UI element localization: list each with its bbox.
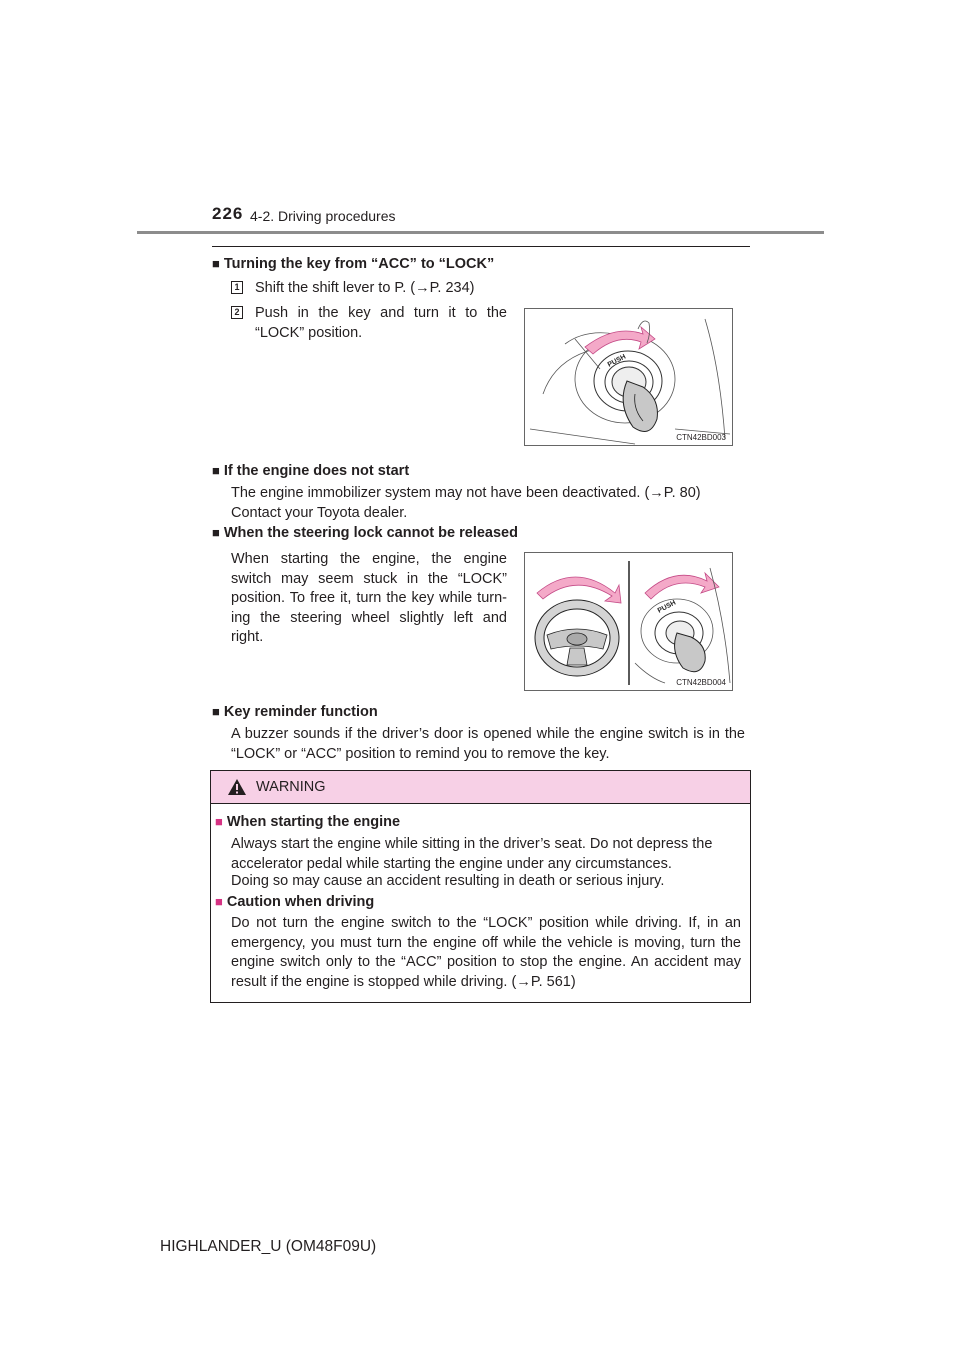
- steering-lock-text: When starting the engine, the engine switch may seem stuck in the “LOCK” position. To free it, turn the key while turn-ing the steering wheel slightly left and right.: [231, 551, 507, 645]
- warning-item1-text: Always start the engine while sitting in the driver’s seat. Do not depress the accelerator pedal while starting the engine under any circumstances.: [231, 836, 713, 872]
- warning-triangle-icon: [227, 778, 247, 796]
- step-2-badge: 2: [231, 306, 243, 319]
- engine-not-start-text: The engine immobilizer system may not have been deactivated. (→P. 80) Contact your Toyota dealer.: [231, 485, 701, 521]
- content-top-rule: [212, 246, 750, 247]
- warning-header-bar: [211, 771, 750, 804]
- footer-model: HIGHLANDER_U (OM48F09U): [160, 1238, 377, 1255]
- warning-item1-heading-text: When starting the engine: [226, 814, 401, 830]
- step-1-badge: 1: [231, 281, 243, 294]
- bullet-square-icon: ■: [212, 704, 220, 719]
- engine-not-start-heading-text: If the engine does not start: [223, 463, 410, 479]
- key-reminder-heading: [212, 704, 378, 720]
- push-label: PUSH: [606, 353, 628, 369]
- steering-lock-illustration: [525, 553, 732, 690]
- key-reminder-heading-text: Key reminder function: [223, 704, 378, 720]
- warning-item1-text2: Doing so may cause an accident resulting in death or serious injury.: [231, 873, 665, 889]
- header-rule: [137, 231, 824, 234]
- bullet-square-icon: ■: [212, 256, 220, 271]
- bullet-square-icon: ■: [215, 894, 223, 909]
- figure-code-1: CTN42BD003: [676, 433, 726, 442]
- warning-item2-heading-text: Caution when driving: [226, 894, 375, 910]
- page-number: 226: [212, 204, 244, 223]
- warning-label: WARNING: [256, 779, 326, 795]
- key-reminder-text: A buzzer sounds if the driver’s door is opened while the engine switch is in the “LOCK” or “ACC” position to remind you to remove the key.: [231, 726, 745, 762]
- key-turn-illustration: [525, 309, 732, 445]
- steering-lock-figure: [524, 552, 733, 691]
- warning-box: [210, 770, 751, 1003]
- warning-item1-heading: [215, 814, 400, 830]
- step-1-text: Shift the shift lever to P. (→P. 234): [255, 280, 475, 296]
- acc-to-lock-heading: [212, 256, 494, 272]
- acc-to-lock-heading-text: Turning the key from “ACC” to “LOCK”: [223, 256, 495, 272]
- steering-lock-heading-text: When the steering lock cannot be released: [223, 525, 518, 541]
- bullet-square-icon: ■: [212, 463, 220, 478]
- push-label-2: PUSH: [656, 599, 678, 615]
- steering-lock-heading: [212, 525, 518, 541]
- section-title: 4-2. Driving procedures: [250, 208, 396, 224]
- bullet-square-icon: ■: [212, 525, 220, 540]
- step-2-text: Push in the key and turn it to the “LOCK” position.: [255, 305, 507, 341]
- figure-code-2: CTN42BD004: [676, 678, 726, 687]
- key-turn-figure: [524, 308, 733, 446]
- engine-not-start-heading: [212, 463, 409, 479]
- bullet-square-icon: ■: [215, 814, 223, 829]
- warning-item2-text: Do not turn the engine switch to the “LOCK” position while driving. If, in an emergency, you must turn the engine off while the vehicle is moving, turn the engine switch only to the “ACC” position to stop the engine. An accident may result if the engine is stopped while driving. (→P. 561): [231, 915, 741, 990]
- warning-item2-heading: [215, 894, 374, 910]
